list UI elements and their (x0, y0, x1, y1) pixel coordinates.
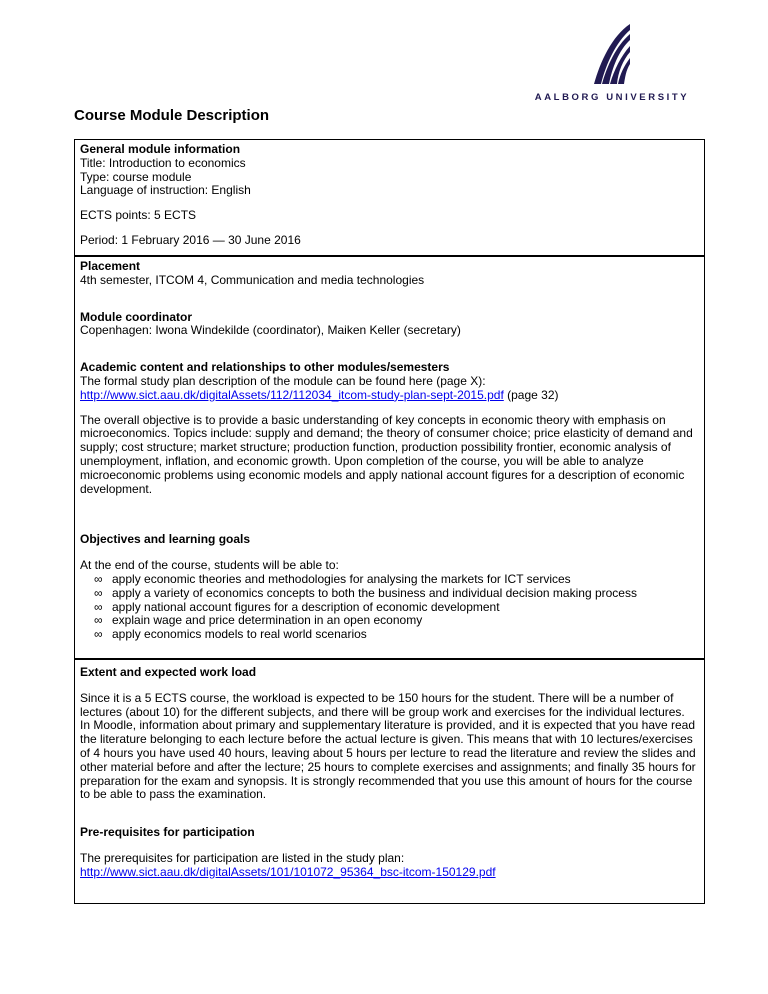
objectives-intro: At the end of the course, students will be able to: (80, 558, 339, 573)
list-item (94, 601, 699, 615)
general-info-heading: General module information (80, 142, 241, 156)
general-info-section (74, 139, 705, 256)
prerequisites-link-line (80, 866, 699, 880)
workload-heading: Extent and expected work load (80, 665, 257, 679)
placement-heading: Placement (80, 259, 141, 273)
list-item-text: apply a variety of economics concepts to both the business and individual decision making process (112, 585, 637, 600)
objectives-heading: Objectives and learning goals (80, 532, 251, 547)
period: Period: 1 February 2016 — 30 June 2016 (80, 232, 301, 247)
list-item (94, 573, 699, 587)
list-item-text: explain wage and price determination in an open economy (112, 613, 423, 628)
list-item-text: apply economic theories and methodologies for analysing the markets for ICT services (112, 571, 571, 586)
academic-content-heading: Academic content and relationships to other modules/semesters (80, 360, 450, 375)
learning-goals-list (80, 573, 699, 642)
prerequisites-text: The prerequisites for participation are listed in the study plan: (80, 850, 405, 865)
overall-objective-text: The overall objective is to provide a basic understanding of key concepts in economic theory with emphasis on microeconomics. Topics include: supply and demand; the theory of consumer choice; price elasticity of demand and supply; cost structure; market structure; production function, production possibility frontier, economic analysis of unemployment, inflation, and economic growth. Upon completion of the course, you will be able to analyze microeconomic problems using economic models and apply national account figures for a description of economic development. (80, 412, 693, 496)
logo-text: AALBORG UNIVERSITY (534, 92, 690, 103)
study-plan-intro: The formal study plan description of the module can be found here (page X): (80, 373, 486, 388)
study-plan-link[interactable]: http://www.sict.aau.dk/digitalAssets/112/112034_itcom-study-plan-sept-2015.pdf (80, 387, 504, 402)
bullet-icon: ∞ (94, 571, 103, 586)
module-details-section (74, 256, 705, 659)
list-item (94, 628, 699, 642)
bullet-icon: ∞ (94, 613, 103, 628)
bullet-icon: ∞ (94, 599, 103, 614)
instruction-language: Language of instruction: English (80, 183, 251, 198)
module-type: Type: course module (80, 169, 192, 184)
coordinator-text: Copenhagen: Iwona Windekilde (coordinator), Maiken Keller (secretary) (80, 323, 461, 338)
ects-points: ECTS points: 5 ECTS (80, 208, 197, 223)
list-item-text: apply economics models to real world scenarios (112, 627, 367, 642)
coordinator-heading: Module coordinator (80, 309, 192, 324)
bullet-icon: ∞ (94, 585, 103, 600)
list-item (94, 587, 699, 601)
prerequisites-heading: Pre-requisites for participation (80, 825, 255, 840)
aau-wave-icon (592, 22, 632, 86)
page-title: Course Module Description (74, 107, 270, 124)
module-title: Title: Introduction to economics (80, 155, 246, 170)
study-plan-link-line (80, 389, 699, 403)
workload-paragraph-1: Since it is a 5 ECTS course, the workload is expected to be 150 hours for the student. There will be a number of lectures (about 10) for the different subjects, and there will be group work and exercises for the individual lectures. (80, 690, 685, 719)
study-plan-page: (page 32) (503, 387, 559, 402)
workload-paragraph-2: In Moodle, information about primary and supplementary literature is provided, and it is expected that you have read the literature belonging to each lecture before the actual lecture is given. This means that with 10 lectures/exercises of 4 hours you have used 40 hours, leaving about 5 hours per lecture to read the literature and review the slides and other material before and after the lecture; 25 hours to complete exercises and assignments; and finally 35 hours for preparation for the exam and synopsis. It is strongly recommended that you use this amount of hours for the course to be able to pass the examination. (80, 718, 696, 802)
list-item-text: apply national account figures for a description of economic development (112, 599, 500, 614)
prerequisites-link[interactable]: http://www.sict.aau.dk/digitalAssets/101/101072_95364_bsc-itcom-150129.pdf (80, 864, 496, 879)
bullet-icon: ∞ (94, 627, 103, 642)
workload-section (74, 659, 705, 904)
placement-text: 4th semester, ITCOM 4, Communication and media technologies (80, 272, 425, 287)
aalborg-university-logo (530, 22, 694, 104)
list-item (94, 614, 699, 628)
